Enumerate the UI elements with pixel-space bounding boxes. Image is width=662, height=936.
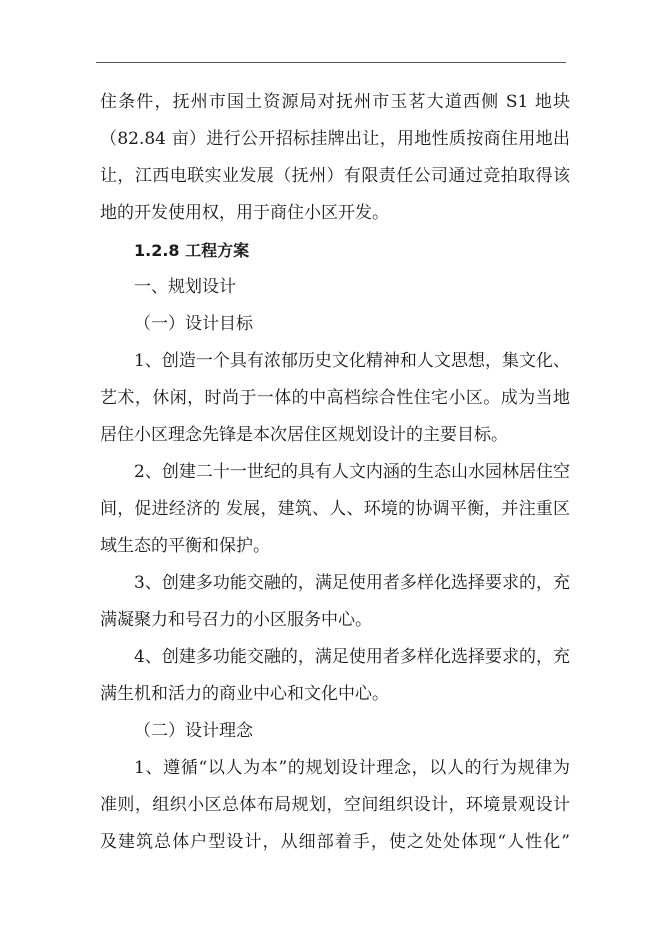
- section-heading: 1.2.8 工程方案: [134, 241, 250, 260]
- sub-heading: （二）设计理念: [134, 721, 253, 741]
- paragraph-line: 域生态的平衡和保护。: [100, 536, 270, 556]
- paragraph-line: （82.84 亩）进行公开招标挂牌出让，用地性质按商住用地出: [100, 129, 570, 149]
- paragraph-line: 4、创建多功能交融的，满足使用者多样化选择要求的，充: [134, 647, 570, 667]
- paragraph-line: 地的开发使用权，用于商住小区开发。: [100, 203, 389, 223]
- document-body: [100, 84, 570, 861]
- paragraph-line: 2、创建二十一世纪的具有人文内涵的生态山水园林居住空: [134, 462, 570, 482]
- paragraph-line: 1、遵循“以人为本”的规划设计理念，以人的行为规律为: [134, 758, 570, 778]
- header-rule: [96, 62, 566, 63]
- paragraph-line: 艺术，休闲，时尚于一体的中高档综合性住宅小区。成为当地: [100, 388, 570, 408]
- paragraph-line: 1、创造一个具有浓郁历史文化精神和人文思想，集文化、: [134, 351, 570, 371]
- paragraph-line: 住条件，抚州市国土资源局对抚州市玉茗大道西侧 S1 地块: [100, 92, 570, 112]
- paragraph-line: 3、创建多功能交融的，满足使用者多样化选择要求的，充: [134, 573, 570, 593]
- paragraph-line: 间，促进经济的 发展，建筑、人、环境的协调平衡，并注重区: [100, 499, 570, 519]
- paragraph-line: 准则，组织小区总体布局规划，空间组织设计，环境景观设计: [100, 795, 570, 815]
- paragraph-line: 满凝聚力和号召力的小区服务中心。: [100, 610, 372, 630]
- paragraph-line: 居住小区理念先锋是本次居住区规划设计的主要目标。: [100, 425, 508, 445]
- sub-heading: （一）设计目标: [134, 314, 253, 334]
- paragraph-line: 让，江西电联实业发展（抚州）有限责任公司通过竞拍取得该: [100, 166, 570, 186]
- paragraph-line: 及建筑总体户型设计，从细部着手，使之处处体现“人性化”: [100, 832, 570, 852]
- paragraph-line: 满生机和活力的商业中心和文化中心。: [100, 684, 389, 704]
- sub-heading: 一、规划设计: [134, 277, 236, 297]
